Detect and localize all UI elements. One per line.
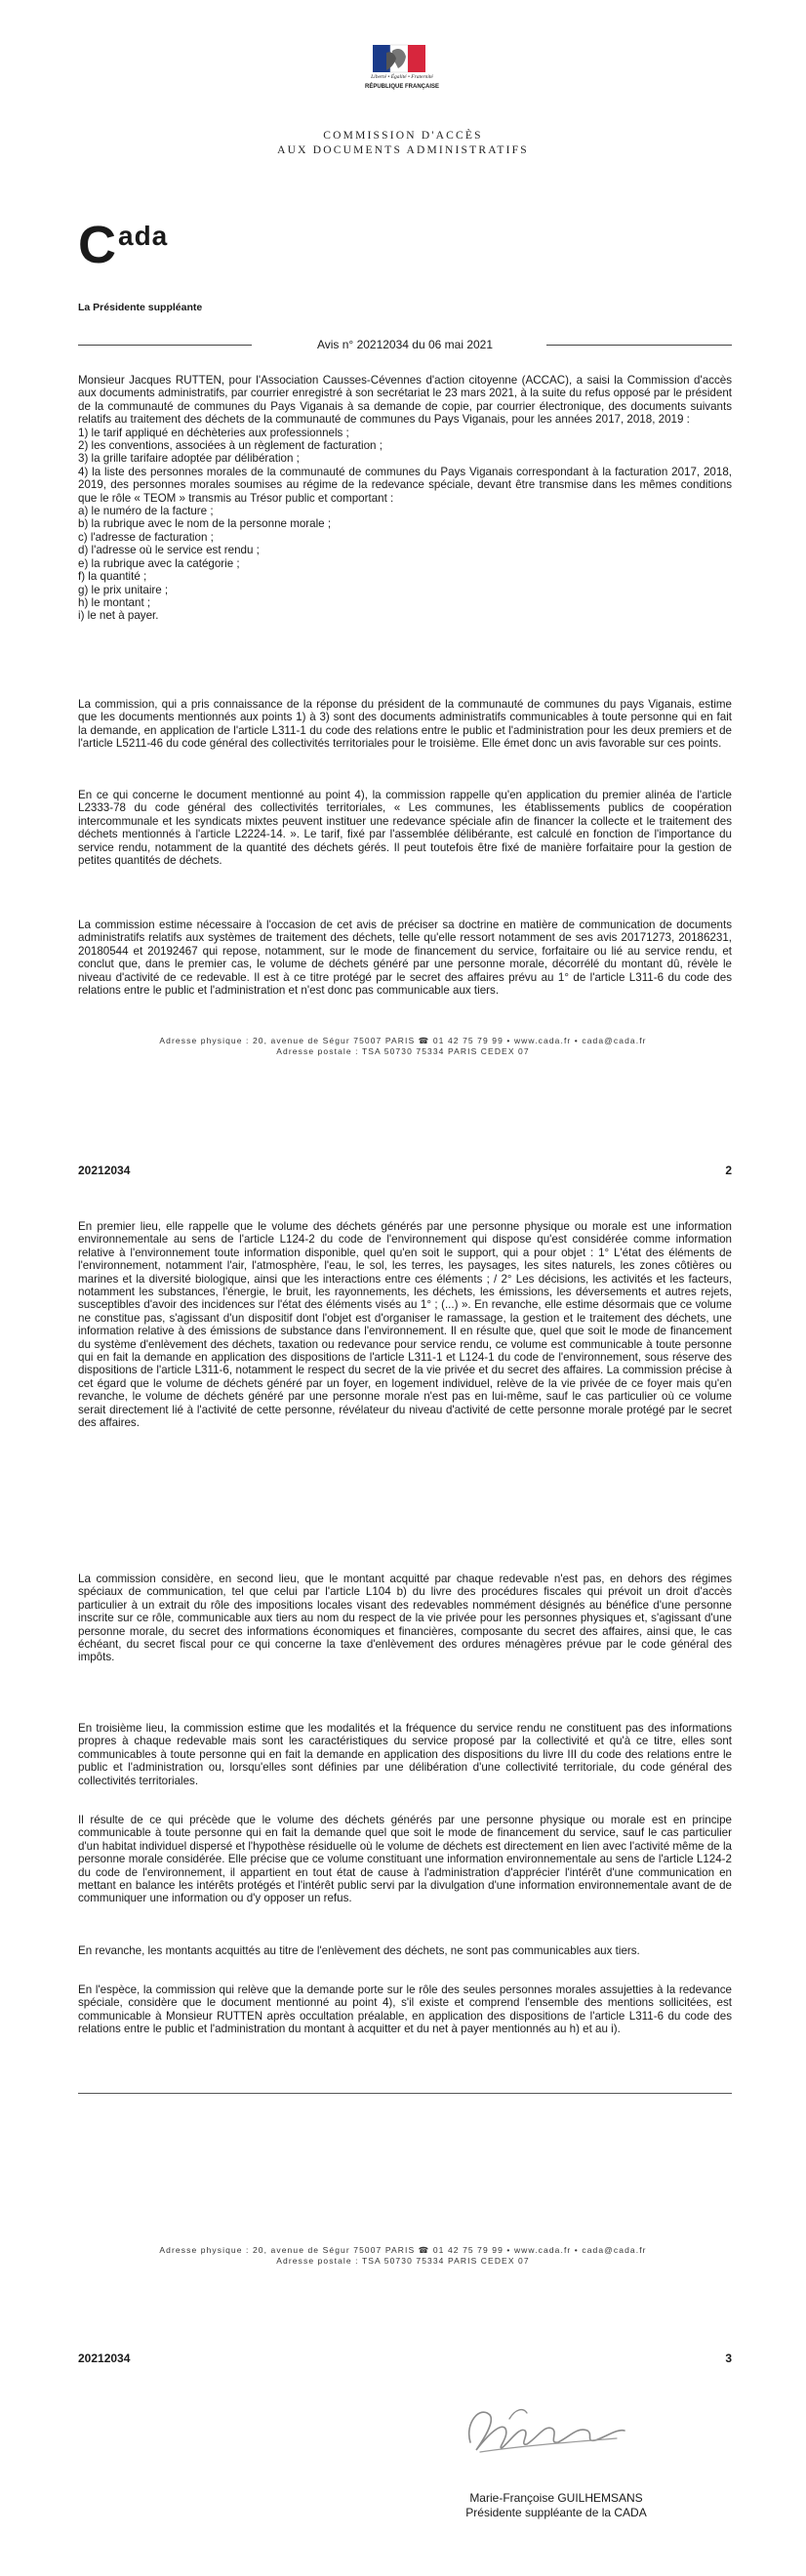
page2-ref: 20212034: [78, 1164, 131, 1177]
request-subitem: e) la rubrique avec la catégorie ;: [78, 556, 240, 570]
page2-header: [78, 1165, 732, 1177]
page1-paragraph-4: La commission estime nécessaire à l'occasion de cet avis de préciser sa doctrine en matière de communication de documents administratifs relatifs aux systèmes de traitement des déchets, telle qu'elle ressort notamment de ses avis 20171273, 20186231, 20180544 et 20192467 qui repose, notamment, sur le mode de financement du service, forfaitaire ou lié au service rendu, et conclut que, dans le premier cas, le volume de déchets généré par une personne morale, décorrélé du montant dû, révèle le niveau d'activité de ce redevable. Il est à ce titre protégé par le secret des affaires prévu au 1° de l'article L311-6 du code des relations entre le public et l'administration et n'est donc pas communicable aux tiers.: [78, 919, 732, 998]
page3-number: 3: [725, 2351, 732, 2365]
emblem-label: RÉPUBLIQUE FRANÇAISE: [364, 84, 439, 90]
request-subitem: b) la rubrique avec le nom de la personne morale ;: [78, 517, 332, 531]
page1-paragraph-3: En ce qui concerne le document mentionné au point 4), la commission rappelle qu'en application du premier alinéa de l'article L2333-78 du code général des collectivités territoriales, « Les communes, les établissements publics de coopération intercommunale et les syndicats mixtes peuvent instituer une redevance spéciale afin de financer la collecte et le traitement des déchets mentionnés à l'article L2224-14. ». Le tarif, fixé par l'assemblée délibérante, est calculé en fonction de l'importance du service rendu, notamment de la quantité des déchets gérés. Il peut toutefois être fixé de manière forfaitaire pour la gestion de petites quantités de déchets.: [78, 789, 732, 868]
request-subitem: f) la quantité ;: [78, 570, 147, 584]
footer-address-postal: Adresse postale : TSA 50730 75334 PARIS CEDEX 07: [276, 1046, 530, 1056]
page2-paragraph-3: En troisième lieu, la commission estime que les modalités et la fréquence du service rendu ne constituent pas des informations propres à chaque redevable mais sont les caractéristiques du service proposé par la collectivité et qu'à ce titre, elles sont communicables à toute personne qui en fait la demande en application des dispositions du livre III du code des relations entre le public et l'administration ou, lorsqu'elles sont définies par une délibération d'une collectivité territoriale, du code général des collectivités territoriales.: [78, 1722, 732, 1787]
avis-title: Avis n° 20212034 du 06 mai 2021: [316, 338, 494, 351]
page2-paragraph-4: Il résulte de ce qui précède que le volume des déchets générés par une personne physique ou morale est en principe communicable à toute personne qui en fait la demande quel que soit le mode de financement du service, sauf le cas particulier d'un habitat individuel dispersé et l'hypothèse résiduelle où le volume de déchets est directement en lien avec l'activité même de la personne morale considérée. Elle précise que ce volume constituant une information environnementale au sens de l'article L124-2 du code de l'environnement, il appartient en tout état de cause à l'administration d'apprécier l'intérêt d'une communication en mettant en balance les intérêts protégés et l'intérêt public servi par la divulgation d'une information environnementale avant de de communiquer une information ou d'y opposer un refus.: [78, 1814, 732, 1905]
request-item: 2) les conventions, associées à un règlement de facturation ;: [78, 439, 383, 453]
signatory-name: Marie-Françoise GUILHEMSANS: [469, 2491, 643, 2505]
footer-address-postal: Adresse postale : TSA 50730 75334 PARIS CEDEX 07: [276, 2256, 530, 2266]
request-subitem: i) le net à payer.: [78, 609, 159, 623]
signatory-title: La Présidente suppléante: [78, 302, 203, 313]
marianne-logo: [359, 43, 445, 96]
request-subitem: d) l'adresse où le service est rendu ;: [78, 544, 260, 557]
closing-rule: [78, 2093, 732, 2094]
commission-title-line1: COMMISSION D'ACCÈS: [323, 130, 483, 142]
page2-number: 2: [725, 1164, 732, 1177]
signatory-role: Présidente suppléante de la CADA: [465, 2506, 647, 2519]
emblem-motto: Liberté • Égalité • Fraternité: [371, 74, 433, 80]
request-subitem: h) le montant ;: [78, 595, 151, 609]
commission-title-line2: AUX DOCUMENTS ADMINISTRATIFS: [277, 144, 529, 156]
page1-paragraph-2: La commission, qui a pris connaissance de la réponse du président de la communauté de communes du pays Viganais, estime que les documents mentionnés aux points 1) à 3) sont des documents administratifs communicables à toute personne qui en fait la demande, en application de l'article L311-1 du code des relations entre le public et l'administration pour les deux premiers et de l'article L5211-46 du code général des collectivités territoriales pour le troisième. Elle émet donc un avis favorable sur ces points.: [78, 698, 732, 751]
request-subitem: c) l'adresse de facturation ;: [78, 530, 214, 544]
footer-address-physical: Adresse physique : 20, avenue de Ségur 75007 PARIS ☎ 01 42 75 79 99 • www.cada.fr • cada@cada.fr: [159, 2245, 647, 2255]
cada-logo-big: C: [78, 216, 116, 274]
request-subitem: g) le prix unitaire ;: [78, 583, 169, 596]
page3-ref: 20212034: [78, 2351, 131, 2365]
request-subitem: a) le numéro de la facture ;: [78, 505, 214, 518]
intro-paragraph: Monsieur Jacques RUTTEN, pour l'Association Causses-Cévennes d'action citoyenne (ACCAC), a saisi la Commission d'accès aux documents administratifs, par courrier enregistré à son secrétariat le 23 mars 2021, à la suite du refus opposé par le président de la communauté de communes du Pays Viganais à sa demande de copie, par courrier électronique, des documents suivants relatifs au traitement des déchets de la communauté de communes du Pays Viganais, pour les années 2017, 2018, 2019 :: [78, 374, 732, 427]
cada-logo: [78, 216, 169, 274]
page2-paragraph-2: La commission considère, en second lieu, que le montant acquitté par chaque redevable n'est pas, en dehors des régimes spéciaux de communication, tel que celui par l'article L104 b) du livre des procédures fiscales qui prévoit un droit d'accès particulier à un extrait du rôle des impositions locales visant des redevables nommément désignés au bénéfice d'une personne inscrite sur ce rôle, communicable aux tiers au nom du respect de la vie privée pour les personnes physiques et, s'agissant d'une personne morale, du secret des informations économiques et financières, composante du secret des affaires, ainsi que, le cas échéant, du secret fiscal pour ce qui concerne la taxe d'enlèvement des ordures ménagères prévue par le code général des impôts.: [78, 1573, 732, 1664]
page2-paragraph-1: En premier lieu, elle rappelle que le volume des déchets générés par une personne physique ou morale est une information environnementale au sens de l'article L124-2 du code de l'environnement qui dispose qu'est considérée comme information relative à l'environnement toute information disponible, quel qu'en soit le support, qui a pour objet : 1° L'état des éléments de l'environnement, notamment l'air, l'atmosphère, l'eau, le sol, les terres, les paysages, les sites naturels, les zones côtières ou marines et la diversité biologique, ainsi que les interactions entre ces éléments ; / 2° Les décisions, les activités et les facteurs, notamment les substances, l'énergie, le bruit, les rayonnements, les déchets, les émissions, les déversements et autres rejets, susceptibles d'avoir des incidences sur l'état des éléments visés au 1° ; (...) ». En revanche, elle estime désormais que ce volume ne constitue pas, s'agissant d'un dispositif dont l'objet est d'organiser le ramassage, la gestion et le traitement des déchets, une information relative à des émissions de substance dans l'environnement. Il en résulte que, quel que soit le mode de financement du système d'enlèvement des déchets, taxation ou redevance pour service rendu, ce volume est communicable à toute personne qui en fait la demande en application des dispositions de l'article L311-1 et L124-1 du code de l'environnement, sous réserve des dispositions de l'article L311-6, notamment le respect du secret de la vie privée et du secret des affaires. La commission précise à cet égard que le volume de déchets généré par un foyer, en logement individuel, relève de la vie privée de ce foyer mais qu'en revanche, le volume de déchets généré par une personne morale n'est pas en lui-même, sauf le cas particulier où ce volume serait directement lié à l'activité de cette personne, révélateur du niveau d'activité de cette personne morale protégé par le secret des affaires.: [78, 1220, 732, 1430]
title-rule-right: [546, 345, 732, 346]
page3-header: [78, 2352, 732, 2365]
avis-title-row: [78, 337, 732, 352]
handwritten-signature: [451, 2393, 636, 2464]
cada-logo-small: ada: [118, 221, 169, 251]
page2-paragraph-5: En revanche, les montants acquittés au titre de l'enlèvement des déchets, ne sont pas communicables aux tiers.: [78, 1944, 640, 1957]
request-item: 1) le tarif appliqué en déchèteries aux professionnels ;: [78, 426, 349, 439]
footer-address-physical: Adresse physique : 20, avenue de Ségur 75007 PARIS ☎ 01 42 75 79 99 • www.cada.fr • cada@cada.fr: [159, 1036, 647, 1045]
request-item: 3) la grille tarifaire adoptée par délibération ;: [78, 452, 300, 466]
page1-body: [78, 374, 732, 623]
page2-paragraph-6: En l'espèce, la commission qui relève que la demande porte sur le rôle des seules personnes morales assujetties à la redevance spéciale, considère que le document mentionné au point 4), s'il existe et comprend l'ensemble des mentions sollicitées, est communicable à Monsieur RUTTEN après occultation préalable, en application des dispositions de l'article L311-6 du code des relations entre le public et l'administration du montant à acquitter et du net à payer mentionnés au h) et au i).: [78, 1983, 732, 2036]
request-item: 4) la liste des personnes morales de la communauté de communes du Pays Viganais correspondant à la facturation 2017, 2018, 2019, des personnes morales soumises au régime de la redevance spéciale, devant être transmise dans les mêmes conditions que le rôle « TEOM » transmis au Trésor public et comportant :: [78, 465, 732, 505]
